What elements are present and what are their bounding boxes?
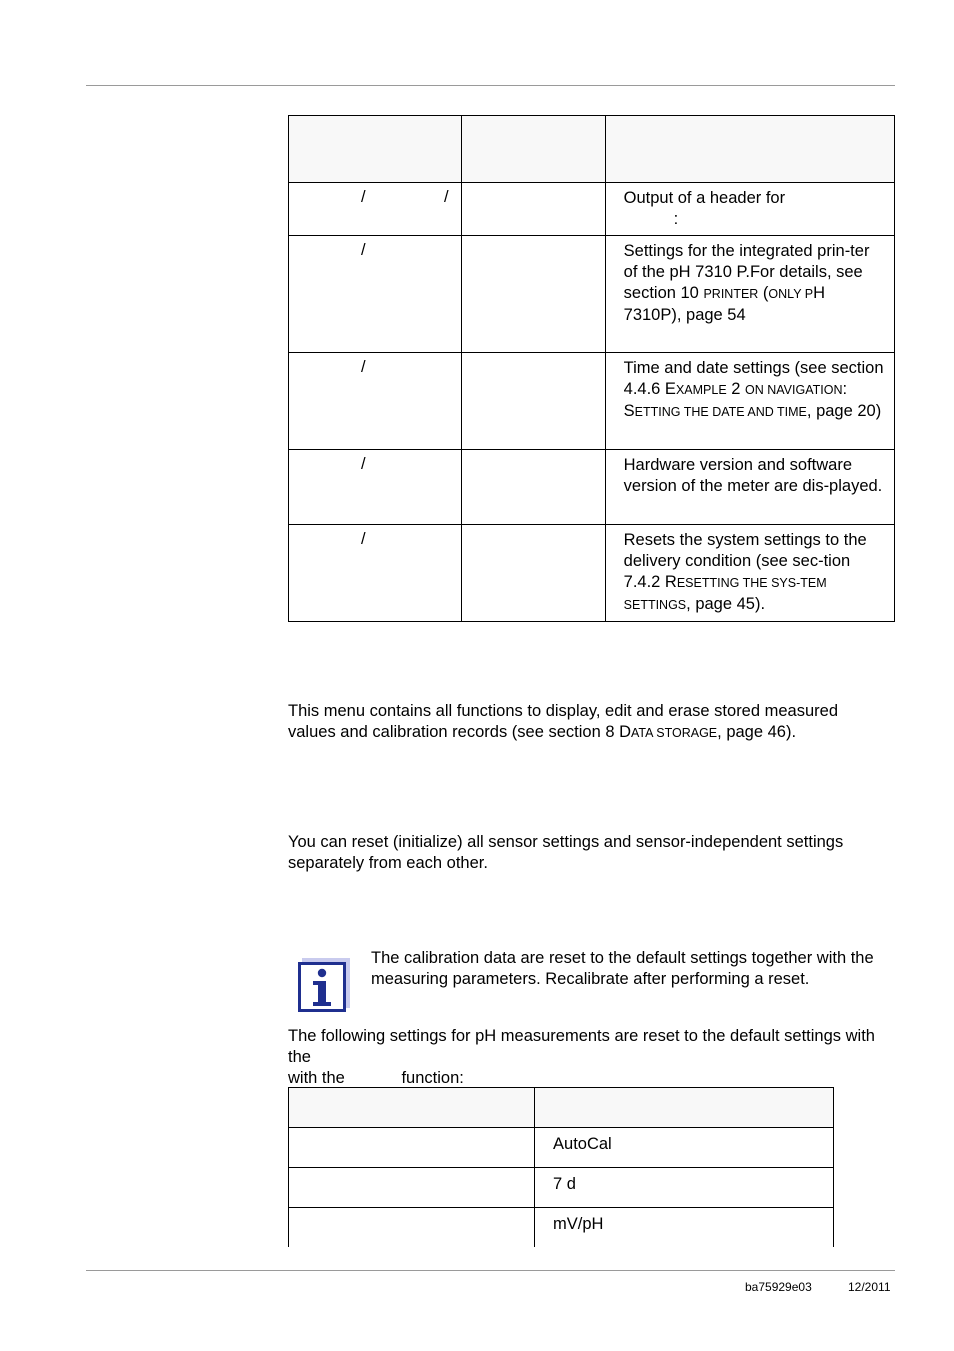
menu-row-description bbox=[605, 525, 894, 622]
description-text: ( bbox=[758, 284, 769, 302]
description-text: For details, see section 10 bbox=[623, 263, 863, 302]
settings-row bbox=[289, 1208, 834, 1248]
description-text: , page 20) bbox=[806, 402, 882, 420]
path-separator: / bbox=[361, 530, 366, 548]
header-rule bbox=[86, 85, 895, 86]
cross-reference-text: PRINTER bbox=[703, 287, 759, 301]
settings-table-header bbox=[289, 1088, 834, 1128]
menu-row-description bbox=[605, 353, 894, 450]
menu-row-header-output bbox=[289, 183, 895, 236]
data-menu-paragraph: This menu contains all functions to display, edit and erase stored measured values and calibration records (see section 8 DATA STORAGE, page 46). bbox=[288, 702, 838, 741]
menu-row-description bbox=[605, 236, 894, 353]
reset-paragraph: You can reset (initialize) all sensor settings and sensor-independent settings separately from each other. bbox=[288, 833, 844, 872]
menu-row-description: Output of a header for : bbox=[605, 183, 894, 236]
settings-row bbox=[289, 1128, 834, 1168]
path-separator: / bbox=[361, 358, 366, 376]
menu-row-reset bbox=[289, 525, 895, 622]
menu-table-header bbox=[289, 116, 895, 183]
description-text: Settings for the integrated prin-ter of the pH 7310 P. bbox=[623, 242, 870, 281]
info-note: The calibration data are reset to the default settings together with the measuring parameters. Recalibrate after performing a reset. bbox=[371, 949, 874, 988]
description-text: : S bbox=[623, 380, 848, 420]
description-text: 2 bbox=[726, 380, 746, 398]
description-text: Resets the system settings to the delivery condition (see sec-tion 7.4.2 R bbox=[623, 531, 867, 591]
description-text: H 7310P), page 54 bbox=[623, 284, 826, 324]
reset-settings-table bbox=[288, 1087, 834, 1247]
path-separator: / bbox=[361, 188, 366, 206]
menu-row-date-time bbox=[289, 353, 895, 450]
cross-reference-text: ONLY bbox=[768, 287, 802, 301]
menu-row-printer bbox=[289, 236, 895, 353]
path-separator: / bbox=[444, 188, 449, 206]
cross-reference-text: P bbox=[801, 287, 814, 301]
settings-row bbox=[289, 1168, 834, 1208]
path-separator: / bbox=[361, 455, 366, 473]
menu-row-description: Hardware version and software version of the meter are dis-played. bbox=[605, 450, 894, 525]
menu-row-version bbox=[289, 450, 895, 525]
description-text: Time and date settings (see section 4.4.6 E bbox=[623, 359, 884, 398]
cross-reference-text: ETTING THE DATE AND TIME bbox=[634, 405, 807, 419]
setting-default-value: 7 d bbox=[535, 1168, 834, 1208]
setting-default-value: AutoCal bbox=[535, 1128, 834, 1168]
info-icon bbox=[298, 958, 350, 1012]
cross-reference-text: XAMPLE bbox=[675, 383, 727, 397]
following-settings-paragraph: The following settings for pH measurements are reset to the default settings with the with the function: bbox=[288, 1027, 875, 1087]
cross-reference-text: ON NAVIGATION bbox=[745, 383, 843, 397]
footer-rule bbox=[86, 1270, 895, 1271]
description-text: , page 45). bbox=[686, 595, 766, 613]
menu-table bbox=[288, 115, 895, 622]
path-separator: / bbox=[361, 241, 366, 259]
footer-doc-number: ba75929e03 bbox=[745, 1280, 812, 1294]
cross-reference-text: ESETTING THE SYS-TEM SETTINGS bbox=[623, 576, 827, 612]
setting-default-value: mV/pH bbox=[535, 1208, 834, 1248]
footer-date: 12/2011 bbox=[848, 1280, 891, 1294]
